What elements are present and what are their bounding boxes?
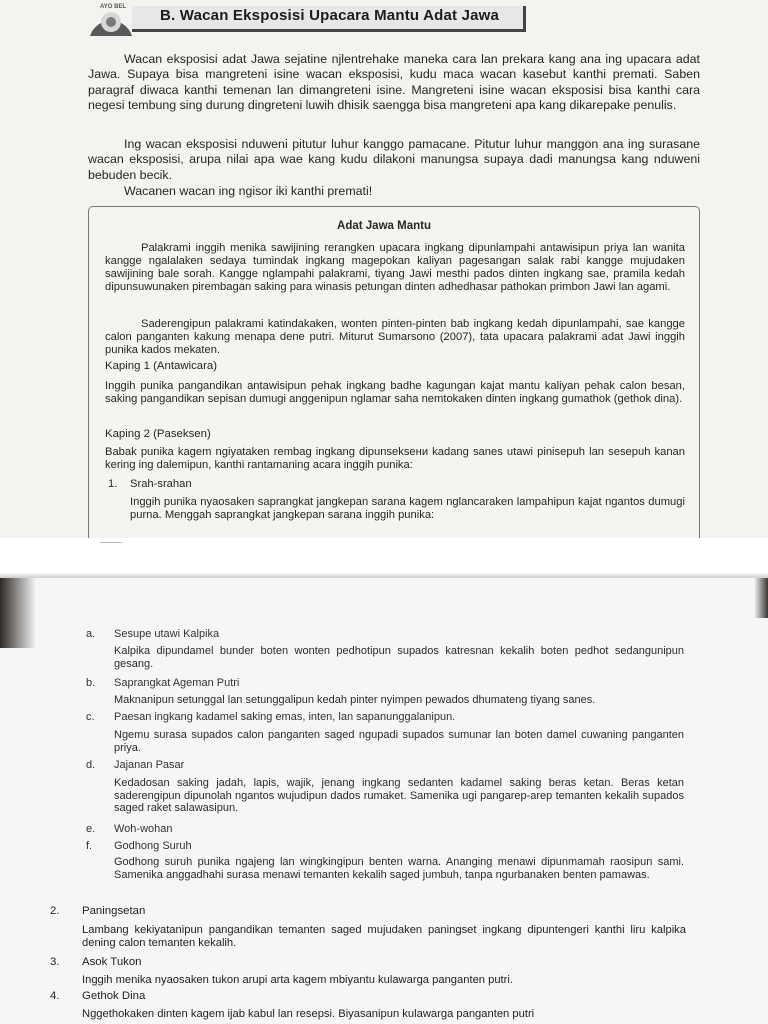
kaping-1-text: Inggih punika pangandikan antawisipun pehak ingkang badhe kagungan kajat mantu kaliyan pehak calon besan, saking pangandikan sepisan dumugi anggenipun nglamar saha nemtokaken dinten ingkang gumathok (gethok dina). <box>105 380 685 405</box>
list-item-text: Kalpika dipundamel bunder boten wonten pedhotipun supados katresnan kekalih boten pedhot sedangunipun gesang. <box>114 645 684 670</box>
list-item-text: Maknanipun setunggal lan setunggalipun kedah pinter nyimpen pewados dhumateng tiyang sanes. <box>114 694 596 706</box>
list-item-text: Ngemu surasa supados calon panganten saged ngupadi supados sumunar lan boten damel cuwaning panganten priya. <box>114 729 684 754</box>
kaping-2-text: Babak punika kagem ngiyataken rembag ingkang dipunseksени kadang sanes utawi pinisepuh lan sesepuh kanan kering ing dalemipun, kanthi rantamaning acara inggih punika: <box>105 446 685 471</box>
numbered-item-title: Paningsetan <box>82 905 146 917</box>
item-1-text: Inggih punika nyaosaken saprangkat jangkepan sarana kagem nglancaraken lampahipun kajat ngantos dumugi purna. Menggah saprangkat jangkepan sarana inggih punika: <box>130 496 685 521</box>
numbered-item-title: Asok Tukon <box>82 956 142 968</box>
intro-paragraph-1: Wacan eksposisi adat Jawa sejatine njlentrehake maneka cara lan prekara kang ana ing upacara adat Jawa. Supaya bisa mangreteni isine wacan eksposisi, kudu maca wacan kasebut kanthi premati. Saben paragraf diwaca kanthi temenan lan dimangreteni isine. Mangreteni isine wacan eksposisi bisa kanthi cara negesi tembung sing durung dingreteni luwih dhisik saengga bisa mangreteni apa kang dikarepake penulis. <box>88 52 700 112</box>
numbered-item-text: Inggih menika nyaosaken tukon arupi arta kagem mbiyantu kulawarga panganten putri. <box>82 974 513 986</box>
numbered-item-number: 3. <box>50 956 60 968</box>
reading-paragraph-2: Saderengipun palakrami katindakaken, wonten pinten-pinten bab ingkang kedah dipunlampahi, sae kangge calon panganten kakung menapa dene putri. Miturut Sumarsono (2007), tata upacara palakrami adat Jawi inggih punika kados mekaten. <box>105 318 685 356</box>
numbered-item-number: 4. <box>50 990 60 1002</box>
page-gap <box>0 538 768 578</box>
list-item-title: Jajanan Pasar <box>114 759 185 771</box>
kaping-2-heading: Kaping 2 (Paseksen) <box>105 428 211 440</box>
list-item-text: Kedadosan saking jadah, lapis, wajik, jenang ingkang sedanten kadamel saking beras ketan. Beras ketan saderengipun dipunolah ngantos wujudipun dados rumaket. Samenika ugi pangarep-arep temanten kekalih supados saged raket salawasipun. <box>114 777 684 814</box>
list-letter: b. <box>86 677 96 689</box>
list-item-title: Saprangkat Ageman Putri <box>114 677 240 689</box>
svg-text:AYO BEL: AYO BEL <box>100 4 127 10</box>
numbered-item-text: Lambang kekiyatanipun pangandikan temanten saged mujudaken paningset ingkang dipuntengeri kanthi liru kalpika dening calon temanten kekalih. <box>82 924 686 949</box>
list-letter: c. <box>86 711 95 723</box>
reading-paragraph-1: Palakrami inggih menika sawijining rerangken upacara ingkang dipunlampahi antawisipun priya lan wanita kangge ngalalaken sedaya tumindak ingkang magepokan kaliyan pagesangan salak rabi kangge mujudaken sawijining bale sorah. Kangge nglampahi palakrami, tiyang Jawi mesthi pados dinten ingkang sae, pramila kedah dipunsuwunaken pirembagan saking para winasis petungan dinten adhedhasar pathokan primbon Jawi lan agami. <box>105 242 685 293</box>
list-item-title: Woh-wohan <box>114 823 173 835</box>
intro-paragraph-2: Ing wacan eksposisi nduweni pitutur luhur kanggo pamacane. Pitutur luhur manggon ana ing surasane wacan eksposisi, arupa nilai apa wae kang kudu dilakoni manungsa supaya dadi manungsa kang nduweni bebuden becik. <box>88 137 700 182</box>
list-item-title: Sesupe utawi Kalpika <box>114 628 220 640</box>
kaping-1-heading: Kaping 1 (Antawicara) <box>105 360 218 372</box>
list-item-title: Godhong Suruh <box>114 840 192 852</box>
list-letter: f. <box>86 840 93 852</box>
list-letter: e. <box>86 823 96 835</box>
item-1-title: Srah-srahan <box>130 478 192 490</box>
numbered-item-text: Nggethokaken dinten kagem ijab kabul lan resepsi. Biyasanipun kulawarga panganten putri <box>82 1008 535 1020</box>
list-letter: a. <box>86 628 96 640</box>
list-letter: d. <box>86 759 96 771</box>
list-item-title: Paesan ingkang kadamel saking emas, inten, lan sapanunggalanipun. <box>114 711 456 723</box>
section-title: B. Wacan Eksposisi Upacara Mantu Adat Jawa <box>160 7 500 24</box>
reading-title: Adat Jawa Mantu <box>337 220 431 232</box>
chapter-logo-icon <box>86 0 136 36</box>
numbered-item-title: Gethok Dina <box>82 990 146 1002</box>
list-item-text: Godhong suruh punika ngajeng lan wingkingipun benten warna. Ananging menawi dipunmamah raosipun sami. Samenika anggadhahi surasa menawi temanten kekalih saged jumbuh, tanpa ngurbanaken benten pamawas. <box>114 856 684 881</box>
numbered-item-number: 2. <box>50 905 60 917</box>
item-1-number: 1. <box>108 478 118 490</box>
intro-instruction: Wacanen wacan ing ngisor iki kanthi premati! <box>124 184 373 198</box>
